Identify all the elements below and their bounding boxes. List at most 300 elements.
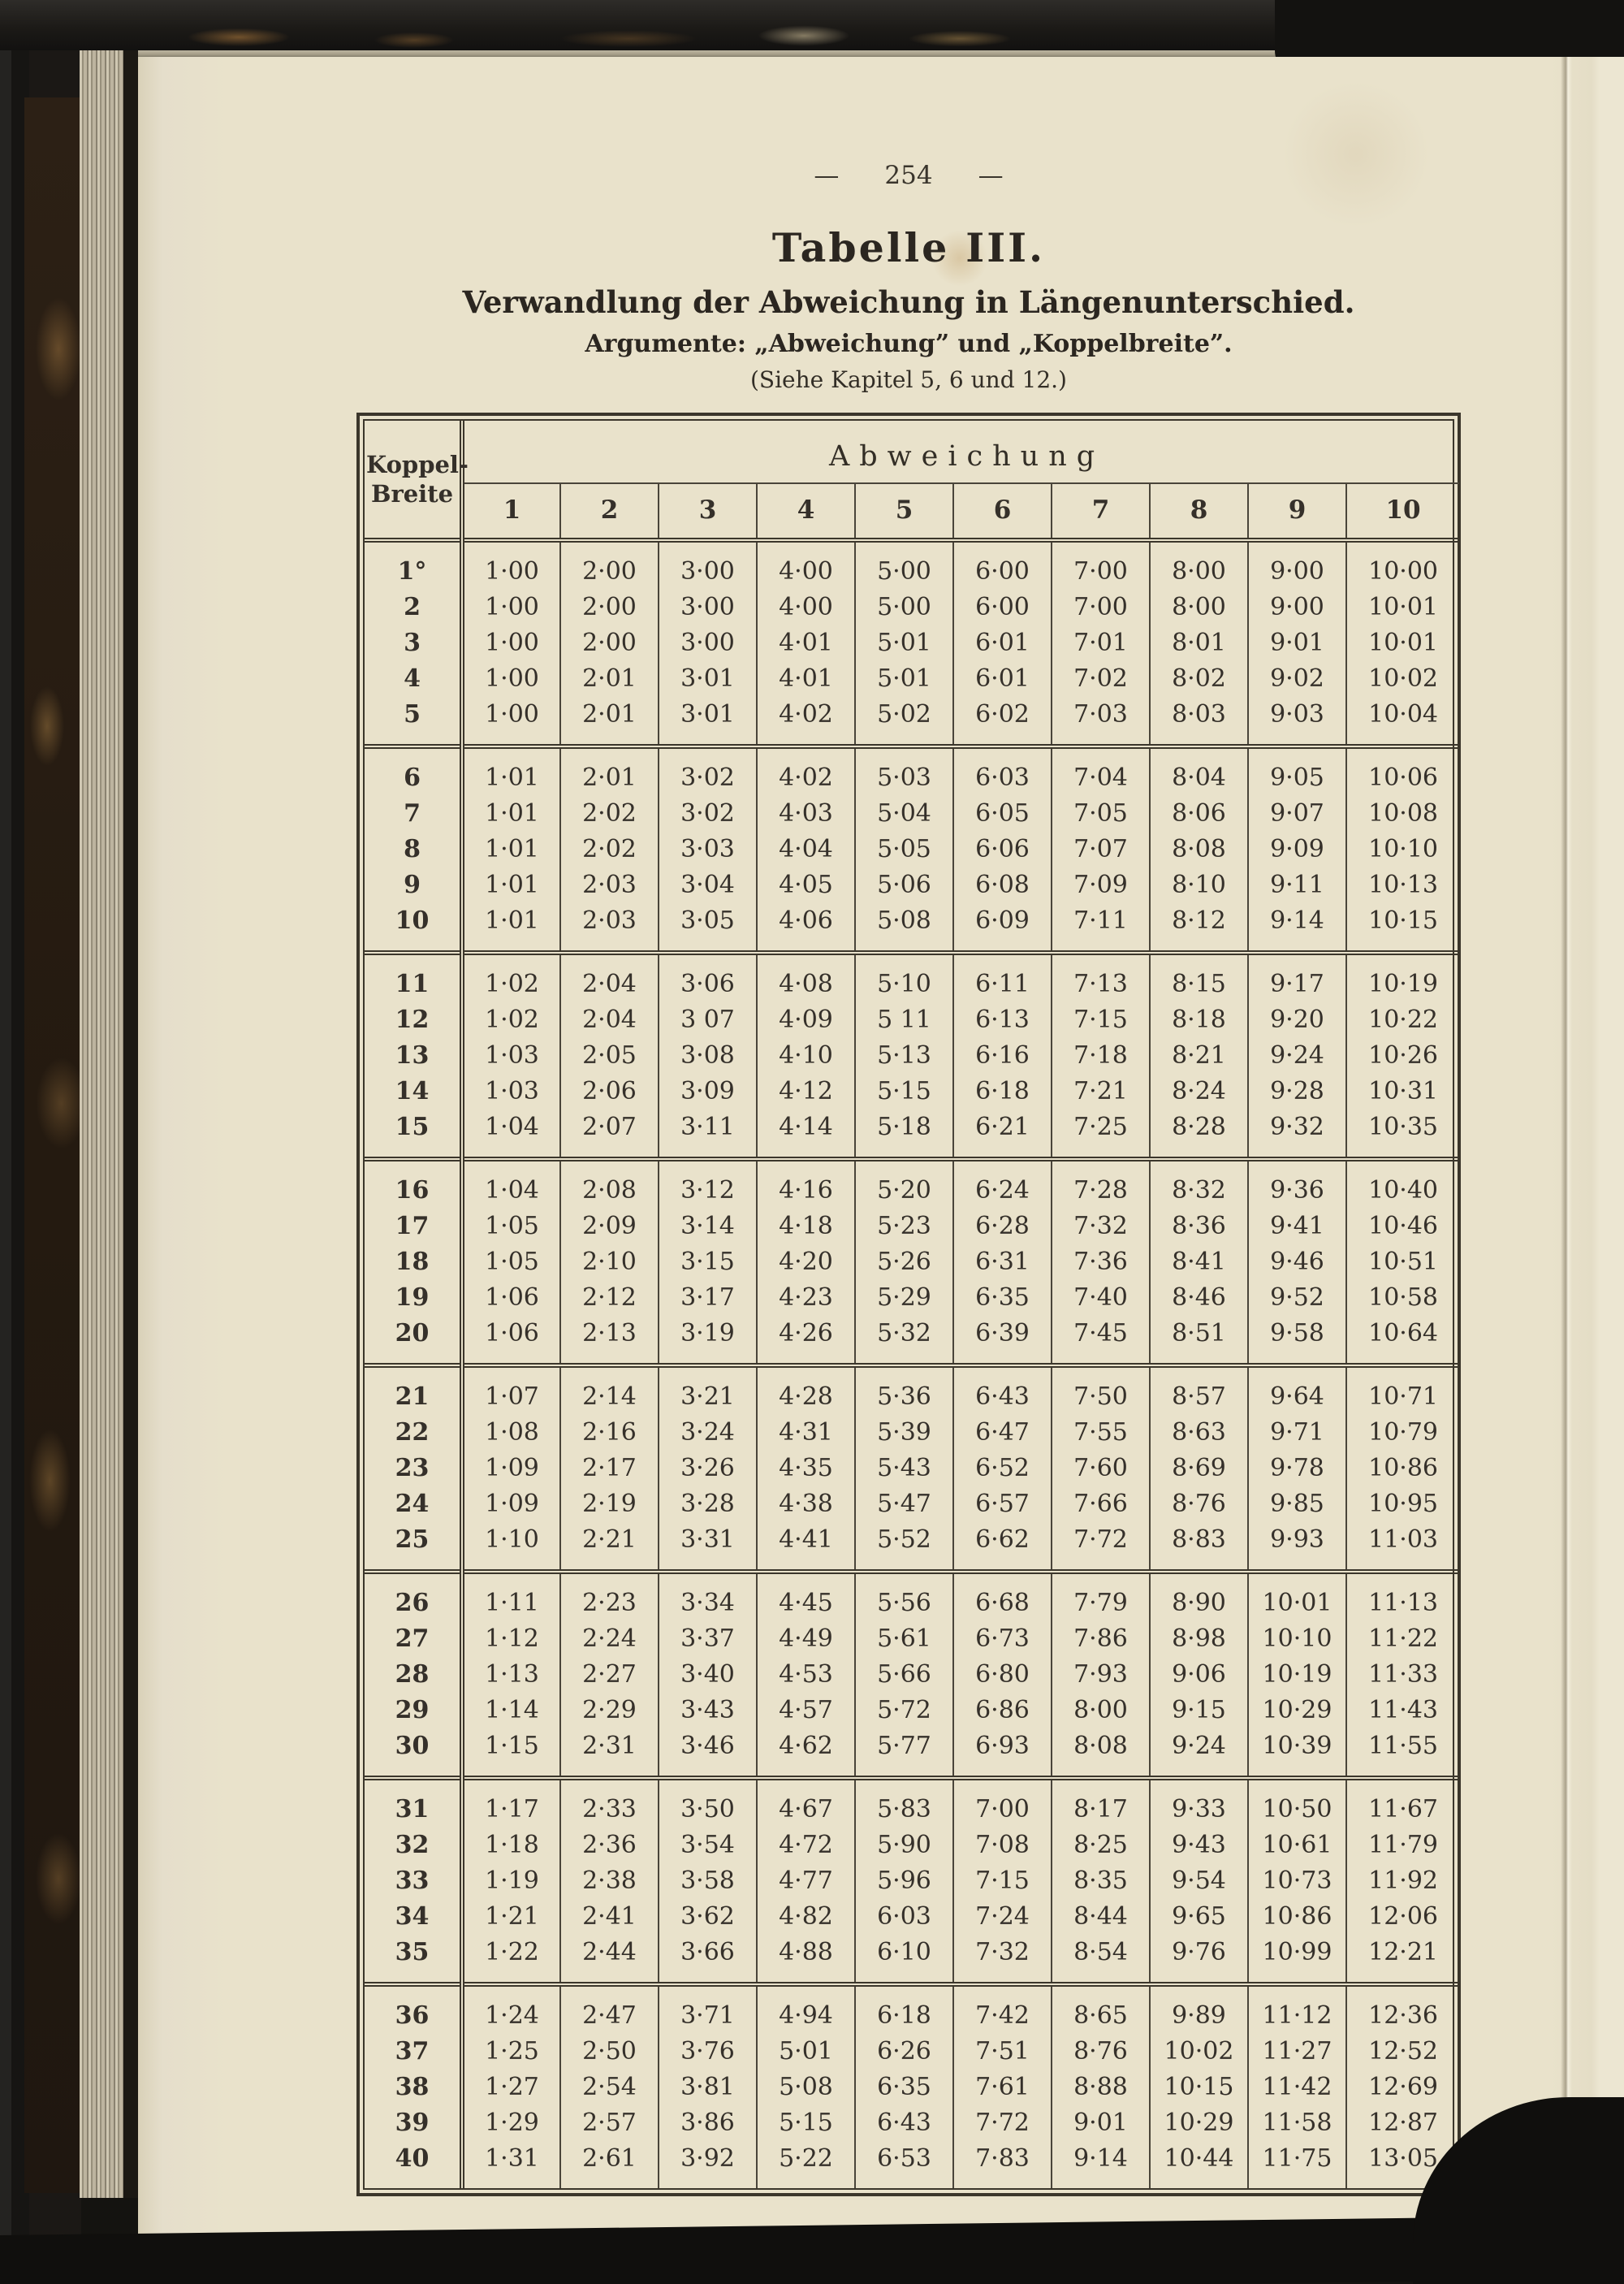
cell-value: 6·03	[855, 1898, 953, 1934]
row-label: 13	[365, 1037, 462, 1073]
cell-value: 10·86	[1346, 1450, 1459, 1486]
row-label: 39	[365, 2104, 462, 2140]
table-row	[365, 1934, 1459, 1984]
col-header-4: 4	[757, 483, 855, 540]
conversion-table	[365, 421, 1459, 2188]
cell-value: 1·09	[485, 1489, 539, 1518]
cell-value: 11·58	[1248, 2104, 1346, 2140]
cell-value: 1·03	[485, 1040, 539, 1070]
row-label: 20	[365, 1315, 462, 1365]
cell-value: 7·18	[1052, 1037, 1150, 1073]
cell-value: 4·94	[757, 1984, 855, 2033]
cell-value: 5·72	[855, 1692, 953, 1728]
cell-value: 3·04	[659, 867, 757, 902]
cell-value: 8·04	[1150, 746, 1248, 795]
cell-value: 4·18	[757, 1208, 855, 1244]
cell-value: 8·83	[1150, 1521, 1248, 1572]
table-row	[365, 2104, 1459, 2140]
cell-value: 3·24	[659, 1414, 757, 1450]
cell-value: 10·58	[1346, 1279, 1459, 1315]
cell-value: 6·00	[953, 589, 1052, 625]
cell-value: 3·00	[659, 625, 757, 660]
corner-header-line2: Breite	[370, 480, 454, 508]
cell-value: 5·47	[855, 1486, 953, 1521]
cell-value: 3·86	[659, 2104, 757, 2140]
cell-value: 10·06	[1346, 746, 1459, 795]
row-label: 25	[365, 1521, 462, 1572]
cell-value: 6·13	[953, 1001, 1052, 1037]
cell-value: 3·17	[659, 1279, 757, 1315]
cell-value: 2·04	[560, 1001, 659, 1037]
cell-value: 7·40	[1052, 1279, 1150, 1315]
row-label: 19	[365, 1279, 462, 1315]
cell-value: 8·32	[1150, 1159, 1248, 1208]
table-row	[365, 1037, 1459, 1073]
cell-value: 3·11	[659, 1109, 757, 1159]
row-group	[365, 1572, 1459, 1778]
cell-value: 7·72	[1052, 1521, 1150, 1572]
cell-value: 10·35	[1346, 1109, 1459, 1159]
table-header	[365, 421, 1459, 540]
cell-value: 7·24	[953, 1898, 1052, 1934]
cell-value: 7·60	[1052, 1450, 1150, 1486]
cell-value: 7·83	[953, 2140, 1052, 2188]
row-label: 31	[365, 1778, 462, 1827]
table-row	[365, 1486, 1459, 1521]
cell-value: 6·02	[953, 696, 1052, 746]
cell-value: 1·09	[485, 1453, 539, 1482]
row-label: 7	[365, 795, 462, 831]
cell-value: 5·20	[855, 1159, 953, 1208]
cell-value: 4·03	[757, 795, 855, 831]
table-row	[365, 1728, 1459, 1778]
table-row	[365, 867, 1459, 902]
cell-value: 5·04	[855, 795, 953, 831]
cell-value: 7·04	[1052, 746, 1150, 795]
cell-value: 8·57	[1150, 1365, 1248, 1414]
book-page	[138, 57, 1624, 2243]
cell-value: 6·01	[953, 625, 1052, 660]
table-row	[365, 1244, 1459, 1279]
cell-value: 3·01	[659, 660, 757, 696]
cell-value: 8·28	[1150, 1109, 1248, 1159]
cell-value: 5·83	[855, 1778, 953, 1827]
cell-value: 3·12	[659, 1159, 757, 1208]
cell-value: 9·03	[1248, 696, 1346, 746]
row-label: 30	[365, 1728, 462, 1778]
cell-value: 3·81	[659, 2069, 757, 2104]
table-row	[365, 1692, 1459, 1728]
cell-value: 8·88	[1052, 2069, 1150, 2104]
cell-value: 3·03	[659, 831, 757, 867]
cell-value: 12·87	[1346, 2104, 1459, 2140]
cell-value: 8·01	[1150, 625, 1248, 660]
table-row	[365, 1898, 1459, 1934]
cell-value: 1·12	[485, 1624, 539, 1653]
cell-value: 2·33	[560, 1778, 659, 1827]
binding-shadow-gap	[123, 49, 138, 2198]
cell-value: 5·10	[855, 953, 953, 1001]
cell-value: 9·89	[1150, 1984, 1248, 2033]
cell-value: 10·31	[1346, 1073, 1459, 1109]
cell-value: 9·71	[1248, 1414, 1346, 1450]
cell-value: 8·15	[1150, 953, 1248, 1001]
row-label: 21	[365, 1365, 462, 1414]
cell-value: 10·01	[1346, 625, 1459, 660]
cell-value: 9·00	[1248, 540, 1346, 589]
cell-value: 9·15	[1150, 1692, 1248, 1728]
cell-value: 11·75	[1248, 2140, 1346, 2188]
cell-value: 2·57	[560, 2104, 659, 2140]
cell-value: 2·00	[560, 589, 659, 625]
cell-value: 8·76	[1150, 1486, 1248, 1521]
row-label: 16	[365, 1159, 462, 1208]
cell-value: 5·15	[757, 2104, 855, 2140]
cell-value: 4·02	[757, 746, 855, 795]
table-row	[365, 1778, 1459, 1827]
book-spine-marbled	[24, 97, 81, 2193]
cell-value: 8·03	[1150, 696, 1248, 746]
cell-value: 4·00	[757, 589, 855, 625]
cell-value: 10·73	[1248, 1862, 1346, 1898]
page-number: 254	[884, 161, 933, 190]
cell-value: 1·00	[485, 556, 539, 586]
column-number-row	[365, 483, 1459, 540]
row-label: 4	[365, 660, 462, 696]
cell-value: 10·50	[1248, 1778, 1346, 1827]
cell-value: 12·06	[1346, 1898, 1459, 1934]
cell-value: 1·00	[485, 699, 539, 729]
cell-value: 6·62	[953, 1521, 1052, 1572]
cell-value: 8·63	[1150, 1414, 1248, 1450]
table-row	[365, 660, 1459, 696]
cell-value: 6·06	[953, 831, 1052, 867]
cell-value: 1·00	[485, 628, 539, 657]
row-label: 36	[365, 1984, 462, 2033]
dash-right: —	[978, 161, 1004, 190]
cell-value: 8·21	[1150, 1037, 1248, 1073]
cell-value: 9·05	[1248, 746, 1346, 795]
cell-value: 4·38	[757, 1486, 855, 1521]
cell-value: 1·10	[485, 1525, 539, 1554]
cell-value: 1·02	[485, 969, 539, 998]
cell-value: 8·25	[1052, 1827, 1150, 1862]
cell-value: 3·50	[659, 1778, 757, 1827]
cell-value: 6·80	[953, 1656, 1052, 1692]
col-header-5: 5	[855, 483, 953, 540]
cell-value: 7·01	[1052, 625, 1150, 660]
cell-value: 10·00	[1346, 540, 1459, 589]
cell-value: 6·68	[953, 1572, 1052, 1620]
table-row	[365, 2033, 1459, 2069]
cell-value: 8·36	[1150, 1208, 1248, 1244]
cell-value: 12·52	[1346, 2033, 1459, 2069]
cell-value: 8·00	[1150, 589, 1248, 625]
cell-value: 2·44	[560, 1934, 659, 1984]
cell-value: 4·08	[757, 953, 855, 1001]
cell-value: 6·00	[953, 540, 1052, 589]
cell-value: 11·33	[1346, 1656, 1459, 1692]
cell-value: 7·32	[1052, 1208, 1150, 1244]
cell-value: 3·37	[659, 1620, 757, 1656]
cell-value: 5·01	[855, 660, 953, 696]
cell-value: 9·52	[1248, 1279, 1346, 1315]
cell-value: 7·00	[1052, 540, 1150, 589]
cell-value: 4·72	[757, 1827, 855, 1862]
cell-value: 1·01	[485, 834, 539, 863]
col-header-3: 3	[659, 483, 757, 540]
cell-value: 3·09	[659, 1073, 757, 1109]
cell-value: 4·62	[757, 1728, 855, 1778]
cell-value: 1·13	[485, 1659, 539, 1689]
table-row	[365, 1984, 1459, 2033]
col-header-1: 1	[503, 495, 521, 525]
table-row	[365, 1208, 1459, 1244]
cell-value: 10·10	[1248, 1620, 1346, 1656]
cell-value: 9·01	[1052, 2104, 1150, 2140]
cell-value: 3·28	[659, 1486, 757, 1521]
cell-value: 2·23	[560, 1572, 659, 1620]
table-row	[365, 831, 1459, 867]
cell-value: 9·54	[1150, 1862, 1248, 1898]
cell-value: 2·61	[560, 2140, 659, 2188]
cell-value: 7·86	[1052, 1620, 1150, 1656]
cell-value: 6·24	[953, 1159, 1052, 1208]
cell-value: 10·79	[1346, 1414, 1459, 1450]
cell-value: 7·61	[953, 2069, 1052, 2104]
table-row	[365, 746, 1459, 795]
cell-value: 9·41	[1248, 1208, 1346, 1244]
row-group	[365, 1159, 1459, 1365]
cell-value: 6·73	[953, 1620, 1052, 1656]
cell-value: 10·15	[1150, 2069, 1248, 2104]
cell-value: 9·76	[1150, 1934, 1248, 1984]
cell-value: 7·36	[1052, 1244, 1150, 1279]
table-row	[365, 902, 1459, 953]
cell-value: 9·28	[1248, 1073, 1346, 1109]
cell-value: 10·02	[1150, 2033, 1248, 2069]
cell-value: 1·15	[485, 1731, 539, 1760]
table-row	[365, 1572, 1459, 1620]
cell-value: 7·15	[1052, 1001, 1150, 1037]
cell-value: 4·67	[757, 1778, 855, 1827]
cell-value: 2·03	[560, 867, 659, 902]
cell-value: 1·04	[485, 1112, 539, 1141]
cell-value: 2·21	[560, 1521, 659, 1572]
cell-value: 4·88	[757, 1934, 855, 1984]
cell-value: 2·12	[560, 1279, 659, 1315]
page-edge-stack	[80, 49, 123, 2198]
cell-value: 6·01	[953, 660, 1052, 696]
cell-value: 7·13	[1052, 953, 1150, 1001]
cell-value: 1·01	[485, 906, 539, 935]
cell-value: 10·51	[1346, 1244, 1459, 1279]
row-label: 18	[365, 1244, 462, 1279]
cell-value: 2·24	[560, 1620, 659, 1656]
cell-value: 8·06	[1150, 795, 1248, 831]
cell-value: 5·01	[757, 2033, 855, 2069]
cell-value: 8·10	[1150, 867, 1248, 902]
cell-value: 12·36	[1346, 1984, 1459, 2033]
cell-value: 9·65	[1150, 1898, 1248, 1934]
cell-value: 4·16	[757, 1159, 855, 1208]
row-label: 24	[365, 1486, 462, 1521]
cell-value: 6·26	[855, 2033, 953, 2069]
cell-value: 9·09	[1248, 831, 1346, 867]
cell-value: 5·29	[855, 1279, 953, 1315]
table-row	[365, 1656, 1459, 1692]
cell-value: 10·01	[1346, 589, 1459, 625]
corner-header-line1: Koppel-	[366, 450, 469, 478]
cell-value: 7·25	[1052, 1109, 1150, 1159]
cell-value: 2·03	[560, 902, 659, 953]
cell-value: 2·08	[560, 1159, 659, 1208]
cell-value: 8·17	[1052, 1778, 1150, 1827]
cell-value: 1·01	[485, 798, 539, 828]
cell-value: 11·55	[1346, 1728, 1459, 1778]
cell-value: 3·66	[659, 1934, 757, 1984]
cell-value: 11·79	[1346, 1827, 1459, 1862]
cell-value: 11·03	[1346, 1521, 1459, 1572]
cell-value: 3·06	[659, 953, 757, 1001]
cell-value: 9·11	[1248, 867, 1346, 902]
cell-value: 8·69	[1150, 1450, 1248, 1486]
cell-value: 10·39	[1248, 1728, 1346, 1778]
cell-value: 1·06	[485, 1283, 539, 1312]
cell-value: 10·29	[1150, 2104, 1248, 2140]
row-label: 11	[365, 953, 462, 1001]
row-label: 14	[365, 1073, 462, 1109]
cell-value: 11·22	[1346, 1620, 1459, 1656]
cell-value: 4·04	[757, 831, 855, 867]
cell-value: 3·58	[659, 1862, 757, 1898]
row-label: 6	[365, 746, 462, 795]
cell-value: 2·00	[560, 540, 659, 589]
cell-value: 3·21	[659, 1365, 757, 1414]
cell-value: 4·10	[757, 1037, 855, 1073]
cell-value: 7·28	[1052, 1159, 1150, 1208]
row-label: 15	[365, 1109, 462, 1159]
cell-value: 1·19	[485, 1866, 539, 1895]
table-row	[365, 795, 1459, 831]
cell-value: 6·03	[953, 746, 1052, 795]
cell-value: 7·66	[1052, 1486, 1150, 1521]
cell-value: 7·72	[953, 2104, 1052, 2140]
cell-value: 11·27	[1248, 2033, 1346, 2069]
cell-value: 7·09	[1052, 867, 1150, 902]
cell-value: 4·57	[757, 1692, 855, 1728]
cell-value: 5·03	[855, 746, 953, 795]
cell-value: 8·51	[1150, 1315, 1248, 1365]
cell-value: 10·13	[1346, 867, 1459, 902]
row-label: 35	[365, 1934, 462, 1984]
cell-value: 10·19	[1248, 1656, 1346, 1692]
page-subtitle: Verwandlung der Abweichung in Längenunterschied.	[462, 284, 1355, 320]
cell-value: 6·53	[855, 2140, 953, 2188]
cell-value: 8·02	[1150, 660, 1248, 696]
cell-value: 3·01	[659, 696, 757, 746]
cell-value: 8·90	[1150, 1572, 1248, 1620]
cell-value: 3·14	[659, 1208, 757, 1244]
cell-value: 10·61	[1248, 1827, 1346, 1862]
cell-value: 7·05	[1052, 795, 1150, 831]
row-label: 27	[365, 1620, 462, 1656]
cell-value: 2·29	[560, 1692, 659, 1728]
cell-value: 7·07	[1052, 831, 1150, 867]
cell-value: 9·14	[1248, 902, 1346, 953]
cell-value: 7·79	[1052, 1572, 1150, 1620]
cell-value: 10·99	[1248, 1934, 1346, 1984]
cell-value: 10·15	[1346, 902, 1459, 953]
table-row	[365, 1414, 1459, 1450]
cell-value: 5·39	[855, 1414, 953, 1450]
cell-value: 6·28	[953, 1208, 1052, 1244]
cell-value: 5·23	[855, 1208, 953, 1244]
cell-value: 8·24	[1150, 1073, 1248, 1109]
cell-value: 8·46	[1150, 1279, 1248, 1315]
cell-value: 2·50	[560, 2033, 659, 2069]
cell-value: 1·11	[485, 1588, 539, 1617]
cell-value: 2·41	[560, 1898, 659, 1934]
cell-value: 1·25	[485, 2036, 539, 2066]
cell-value: 3·02	[659, 746, 757, 795]
row-label: 33	[365, 1862, 462, 1898]
cell-value: 1·00	[485, 592, 539, 621]
cell-value: 7·51	[953, 2033, 1052, 2069]
cell-value: 4·02	[757, 696, 855, 746]
cell-value: 3·31	[659, 1521, 757, 1572]
cell-value: 9·00	[1248, 589, 1346, 625]
row-group	[365, 953, 1459, 1159]
cell-value: 4·06	[757, 902, 855, 953]
cell-value: 2·01	[560, 696, 659, 746]
cell-value: 4·01	[757, 625, 855, 660]
cell-value: 10·46	[1346, 1208, 1459, 1244]
cell-value: 7·21	[1052, 1073, 1150, 1109]
row-group	[365, 1365, 1459, 1572]
cell-value: 10·04	[1346, 696, 1459, 746]
table-row	[365, 1159, 1459, 1208]
cell-value: 1·24	[485, 2001, 539, 2030]
cell-value: 9·36	[1248, 1159, 1346, 1208]
cell-value: 8·18	[1150, 1001, 1248, 1037]
row-label: 34	[365, 1898, 462, 1934]
cell-value: 1·18	[485, 1830, 539, 1859]
cell-value: 9·78	[1248, 1450, 1346, 1486]
cell-value: 6·86	[953, 1692, 1052, 1728]
cell-value: 3·34	[659, 1572, 757, 1620]
cell-value: 7·02	[1052, 660, 1150, 696]
cell-value: 4·41	[757, 1521, 855, 1572]
cell-value: 7·32	[953, 1934, 1052, 1984]
cell-value: 5·43	[855, 1450, 953, 1486]
row-label: 22	[365, 1414, 462, 1450]
cell-value: 7·45	[1052, 1315, 1150, 1365]
cell-value: 8·65	[1052, 1984, 1150, 2033]
row-group	[365, 1984, 1459, 2188]
row-label: 28	[365, 1656, 462, 1692]
cell-value: 8·08	[1150, 831, 1248, 867]
table-row	[365, 625, 1459, 660]
cell-value: 2·14	[560, 1365, 659, 1414]
cell-value: 9·43	[1150, 1827, 1248, 1862]
table-row	[365, 2069, 1459, 2104]
cell-value: 8·08	[1052, 1728, 1150, 1778]
cell-value: 3·46	[659, 1728, 757, 1778]
cell-value: 4·31	[757, 1414, 855, 1450]
row-label: 17	[365, 1208, 462, 1244]
cell-value: 10·40	[1346, 1159, 1459, 1208]
